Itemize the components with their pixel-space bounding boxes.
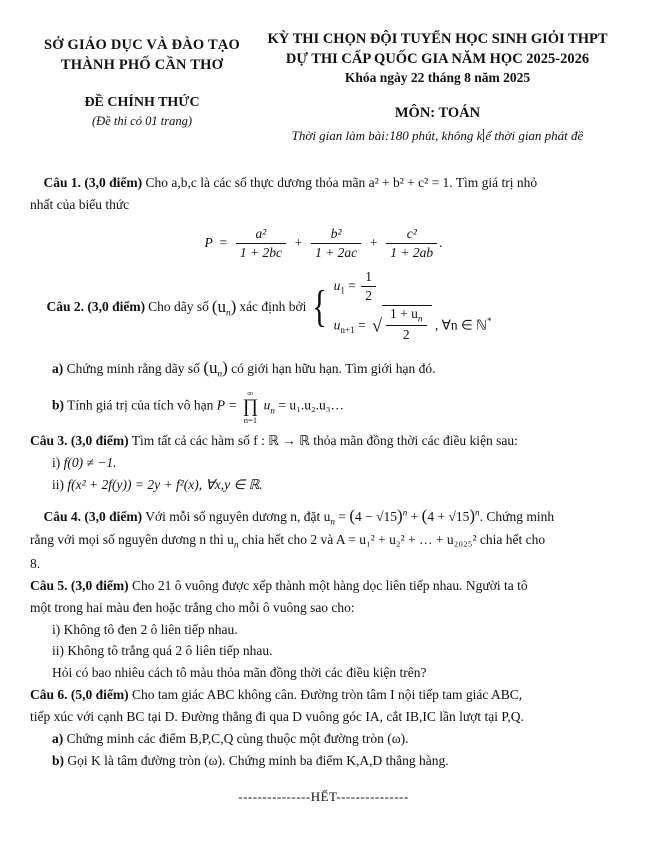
system-equations	[334, 269, 492, 343]
header-right-block	[256, 30, 619, 144]
question-4-text-a: Với mỗi số nguyên dương n, đặt u	[145, 508, 331, 524]
question-5-text: Cho 21 ô vuông được xếp thành một hàng dọc liên tiếp nhau. Người ta tô	[132, 577, 528, 593]
subject-label: MÔN: TOÁN	[394, 105, 481, 122]
eq2-den: 2	[402, 327, 410, 343]
exam-title-line-1: KỲ THI CHỌN ĐỘI TUYỂN HỌC SINH GIỎI THPT	[267, 31, 608, 47]
eq2-sub: n+1	[340, 324, 355, 335]
eq1-equals: =	[348, 278, 356, 294]
question-6b-text: Gọi K là tâm đường tròn (ω). Chứng minh ba điểm K,A,D thẳng hàng.	[67, 752, 449, 768]
question-1-label: Câu 1. (3,0 điểm)	[43, 175, 143, 191]
product-lower-limit: n=1	[243, 414, 258, 425]
question-2a-label: a)	[52, 360, 64, 376]
header-left-block	[28, 30, 256, 129]
fraction-3-denominator: 1 + 2ab	[390, 244, 434, 260]
question-4	[30, 502, 617, 575]
question-6-label: Câu 6. (5,0 điểm)	[30, 687, 129, 703]
question-2	[30, 269, 617, 424]
eq1-den: 2	[365, 288, 373, 304]
fraction-1	[236, 226, 286, 261]
question-6-line-2: tiếp xúc với cạnh BC tại D. Đường thẳng đi qua D vuông góc IA, cắt IB,IC lần lượt tại P,Q.	[30, 708, 524, 724]
question-1	[30, 172, 617, 261]
department-line-2: THÀNH PHỐ CẦN THƠ	[60, 56, 224, 73]
sequence-open: (u	[211, 296, 227, 316]
sequence-close: )	[230, 296, 237, 316]
question-2a	[30, 354, 617, 382]
question-6a	[30, 728, 617, 750]
question-6-line-1	[30, 684, 617, 706]
plus-2: +	[366, 234, 381, 250]
question-4-label: Câu 4. (3,0 điểm)	[43, 508, 143, 524]
eq1-lhs: u	[333, 278, 341, 294]
eq2-equals: =	[358, 317, 366, 333]
question-5-label: Câu 5. (3,0 điểm)	[30, 577, 129, 593]
question-1-line-2: nhất của biểu thức	[30, 197, 130, 213]
question-3-i-label: i)	[52, 455, 61, 471]
radical-sign: √	[372, 315, 383, 336]
fraction-2-denominator: 1 + 2ac	[315, 244, 358, 260]
seq-open-2a: (u	[203, 357, 218, 377]
plus-1: +	[291, 234, 306, 250]
exam-body	[0, 144, 647, 806]
question-4-line-1	[30, 502, 617, 530]
eq2-num	[386, 306, 426, 326]
question-5-line-1	[30, 575, 617, 597]
question-2a-text-2: có giới hạn hữu hạn. Tìm giới hạn đó.	[231, 360, 436, 376]
eq1-fraction	[361, 269, 376, 304]
question-1-text: Cho a,b,c là các số thực dương thỏa mãn a² + b² + c² = 1. Tìm giá trị nhỏ	[145, 175, 538, 191]
radicand	[382, 305, 431, 344]
formula-period: .	[439, 234, 443, 250]
sequence-symbol	[212, 293, 236, 321]
question-3-i	[30, 452, 617, 474]
question-6a-text: Chứng minh các điểm B,P,C,Q cùng thuộc một đường tròn (ω).	[66, 730, 409, 746]
question-4-line-2-b: chia hết cho 2 và A = u₁² + u₂² + … + u₂₀₂₅² chia hết cho	[241, 532, 546, 548]
question-3-ii-text: f(x² + 2f(y)) = 2y + f²(x), ∀x,y ∈ ℝ.	[67, 476, 263, 492]
system-brace-group	[309, 269, 491, 343]
product-expansion: = u₁.u₂.u₃…	[278, 397, 344, 413]
question-5-ask: Hỏi có bao nhiêu cách tô màu thỏa mãn đồng thời các điều kiện trên?	[52, 665, 427, 681]
question-2a-text-1: Chứng minh rằng dãy số	[66, 360, 200, 376]
question-6b	[30, 750, 617, 772]
product-term: u	[263, 397, 271, 413]
question-1-line-1	[30, 172, 617, 194]
question-5-i-label: i)	[52, 621, 61, 637]
product-term-sub: n	[270, 405, 275, 416]
question-5-i-text: Không tô đen 2 ô liên tiếp nhau.	[63, 621, 238, 637]
question-2b-label: b)	[52, 397, 65, 413]
equals-sign: =	[216, 234, 231, 250]
question-2b-P: P =	[216, 397, 238, 413]
question-5-ii-text: Không tô trắng quá 2 ô liên tiếp nhau.	[67, 643, 273, 659]
eq2-fraction	[386, 306, 426, 344]
term-2-exponent: n	[475, 507, 480, 518]
eq1-num: 1	[361, 269, 376, 287]
question-1-formula	[30, 226, 617, 261]
product-symbol: ∏	[242, 395, 259, 417]
question-3-text: Tìm tất cả các hàm số f : ℝ → ℝ thỏa mãn đồng thời các điều kiện sau:	[131, 433, 518, 449]
question-4-un-sub: n	[330, 516, 335, 527]
question-4-line-2-sub: n	[233, 540, 239, 551]
document-header	[0, 0, 647, 144]
eq2-tail: , ∀n ∈ ℕ	[434, 317, 487, 333]
question-5	[30, 575, 617, 684]
question-5-ii-label: ii)	[52, 643, 64, 659]
system-equation-2	[334, 305, 492, 344]
term-1-body: 4 − √15	[355, 508, 398, 524]
question-2b-text-1: Tính giá trị của tích vô hạn	[67, 397, 214, 413]
question-2-label: Câu 2. (3,0 điểm)	[46, 298, 146, 314]
formula-P-symbol: P	[204, 234, 213, 250]
question-5-i	[30, 619, 617, 641]
question-4-line-2-a: rằng với mọi số nguyên dương n thì u	[30, 532, 234, 548]
page-count-note: (Đề thi có 01 trang)	[92, 114, 192, 129]
question-2-text-2: xác định bởi	[239, 298, 307, 314]
question-3-ii-label: ii)	[52, 476, 64, 492]
official-exam-label: ĐỀ CHÍNH THỨC	[84, 95, 200, 111]
eq2-sqrt	[369, 305, 431, 344]
term-2-body: 4 + √15	[427, 508, 470, 524]
fraction-1-numerator: a²	[236, 226, 286, 244]
system-equation-1	[334, 269, 492, 304]
question-4-term-1: $(4 - √15)^n$	[349, 505, 408, 525]
seq-sub-2a: n	[217, 368, 223, 379]
question-6	[30, 684, 617, 771]
question-3	[30, 430, 617, 496]
question-3-line-1	[30, 430, 617, 452]
question-3-label: Câu 3. (3,0 điểm)	[30, 433, 129, 449]
question-4-text-b: . Chứng minh	[479, 508, 555, 524]
fraction-1-denominator: 1 + 2bc	[239, 244, 282, 260]
term-1-exponent: n	[402, 507, 408, 518]
fraction-2	[311, 226, 361, 261]
eq2-star: *	[486, 315, 492, 326]
question-2b	[30, 389, 617, 424]
time-note-part-1: Thời gian làm bài:180 phút, không k	[291, 128, 483, 144]
question-5-line-2: một trong hai màu đen hoặc trắng cho mỗi ô vuông sao cho:	[30, 599, 355, 615]
eq2-num-text: 1 + u	[390, 305, 418, 321]
eq2-num-sub: n	[417, 313, 423, 324]
question-3-ii	[30, 474, 617, 496]
fraction-3-numerator: c²	[386, 226, 437, 244]
question-4-line-2	[30, 529, 617, 553]
product-operator	[243, 389, 259, 424]
question-2-text: Cho dãy số	[148, 298, 209, 314]
time-note-part-2: ể thời gian phát đề	[485, 128, 584, 144]
question-6-text: Cho tam giác ABC không cân. Đường tròn tâm I nội tiếp tam giác ABC,	[132, 687, 523, 703]
left-brace: {	[312, 281, 328, 331]
seq-close-2a: )	[222, 357, 228, 377]
question-4-plus: +	[410, 508, 419, 524]
question-6b-label: b)	[52, 752, 65, 768]
question-2-line-1	[30, 269, 617, 343]
eq1-sub: 1	[340, 285, 345, 296]
time-note	[256, 128, 619, 144]
question-4-equals: =	[338, 508, 346, 524]
product-upper-limit: ∞	[247, 388, 254, 399]
fraction-3	[386, 226, 437, 261]
department-line-1: SỞ GIÁO DỤC VÀ ĐÀO TẠO	[43, 37, 240, 53]
end-marker: ---------------HẾT---------------	[238, 788, 409, 804]
exam-date-line: Khóa ngày 22 tháng 8 năm 2025	[344, 70, 531, 86]
fraction-2-numerator: b²	[311, 226, 361, 244]
question-4-term-2: $(4 + √15)^n$	[421, 505, 480, 525]
exam-title-line-2: DỰ THI CẤP QUỐC GIA NĂM HỌC 2025-2026	[285, 50, 590, 67]
eq2-lhs: u	[333, 317, 341, 333]
question-5-ii	[30, 640, 617, 662]
sequence-subscript: n	[226, 307, 231, 318]
sequence-symbol-2a	[203, 357, 228, 379]
question-6a-label: a)	[52, 730, 64, 746]
question-3-i-text: f(0) ≠ −1.	[63, 455, 117, 471]
question-4-line-3: 8.	[30, 555, 41, 571]
